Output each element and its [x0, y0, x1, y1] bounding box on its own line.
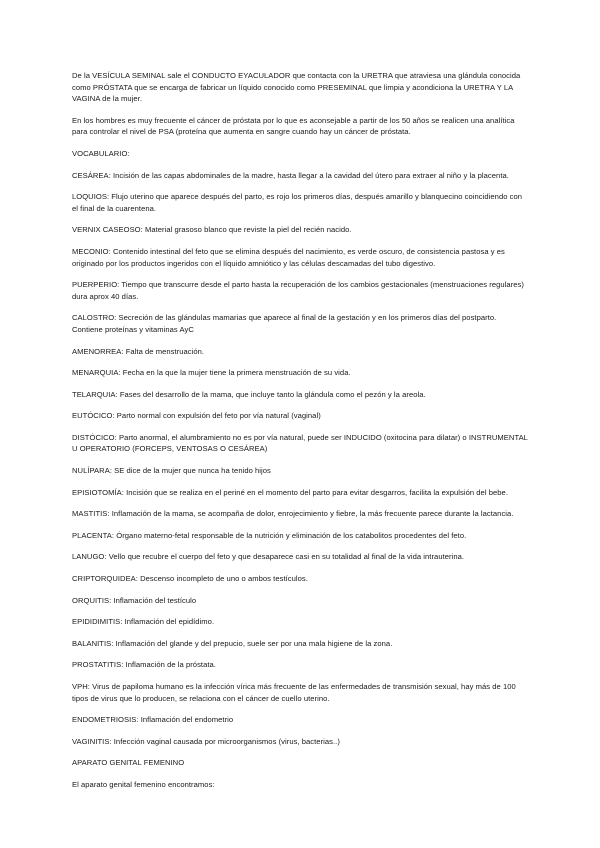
- definition-loquios: LOQUIOS: Flujo uterino que aparece después del parto, es rojo los primeros días, después amarillo y blanquecino coincidiendo con el final de la cuarentena.: [72, 192, 523, 213]
- definition-vph: VPH: Virus de papiloma humano es la infección vírica más frecuente de las enfermedades de transmisión sexual, hay más de 100 tipos de virus que lo producen, se relaciona con el cáncer de cuello uterino.: [72, 682, 516, 703]
- definition-orquitis: ORQUITIS: Inflamación del testículo: [72, 595, 197, 605]
- definition-vaginitis: VAGINITIS: Infección vaginal causada por microorganismos (virus, bacterias..): [72, 736, 340, 746]
- vocabulary-heading: VOCABULARIO:: [72, 148, 130, 158]
- paragraph-seminal-vesicle: De la VESÍCULA SEMINAL sale el CONDUCTO EYACULADOR que contacta con la URETRA que atraviesa una glándula conocida como PRÓSTATA que se encarga de fabricar un líquido conocido como PRESEMINAL que limpia y acondiciona la URETRA Y LA VAGINA de la mujer.: [72, 71, 521, 104]
- definition-mastitis: MASTITIS: Inflamación de la mama, se acompaña de dolor, enrojecimiento y fiebre, la más frecuente parece durante la lactancia.: [72, 509, 514, 519]
- section-heading-female-genital: APARATO GENITAL FEMENINO: [72, 758, 185, 768]
- definition-telarquia: TELARQUIA: Fases del desarrollo de la mama, que incluye tanto la glándula como el pezón y la areola.: [72, 389, 426, 399]
- definition-cesarea: CESÁREA: Incisión de las capas abdominales de la madre, hasta llegar a la cavidad del útero para extraer al niño y la placenta.: [72, 170, 509, 180]
- definition-puerperio: PUERPERIO: Tiempo que transcurre desde el parto hasta la recuperación de los cambios gestacionales (menstruaciones regulares) dura aprox 40 días.: [72, 280, 524, 301]
- definition-lanugo: LANUGO: Vello que recubre el cuerpo del feto y que desaparece casi en su totalidad al final de la vida intrauterina.: [72, 552, 465, 562]
- paragraph-female-genital-intro: El aparato genital femenino encontramos:: [72, 779, 215, 789]
- definition-endometriosis: ENDOMETRIOSIS: Inflamación del endometrio: [72, 715, 234, 725]
- definition-meconio: MECONIO: Contenido intestinal del feto que se elimina después del nacimiento, es verde oscuro, de consistencia pastosa y es originado por los productos ingeridos con el líquido amniótico y las células descamadas del tubo digestivo.: [72, 246, 505, 268]
- paragraph-prostate-cancer: En los hombres es muy frecuente el cáncer de próstata por lo que es aconsejable a partir de los 50 años se realicen una analítica para controlar el nivel de PSA (proteína que aumenta en sangre cuando hay un cáncer de próstata.: [72, 115, 515, 137]
- definition-vernix: VERNIX CASEOSO: Material grasoso blanco que reviste la piel del recién nacido.: [72, 225, 352, 235]
- definition-epididimitis: EPIDIDIMITIS: Inflamación del epidídimo.: [72, 617, 215, 627]
- definition-balanitis: BALANITIS: Inflamación del glande y del prepucio, suele ser por una mala higiene de la zona.: [72, 638, 393, 648]
- definition-placenta: PLACENTA: Órgano materno-fetal responsable de la nutrición y eliminación de los catabolitos procedentes del feto.: [72, 530, 467, 540]
- definition-amenorrea: AMENORREA: Falta de menstruación.: [72, 346, 205, 356]
- definition-menarquia: MENARQUIA: Fecha en la que la mujer tiene la primera menstruación de su vida.: [72, 368, 351, 378]
- definition-distocico: DISTÓCICO: Parto anormal, el alumbramiento no es por vía natural, puede ser INDUCIDO (oxitocina para dilatar) o INSTRUMENTAL U OPERATORIO (FORCEPS, VENTOSAS O CESÁREA): [72, 432, 528, 454]
- definition-eutocico: EUTÓCICO: Parto normal con expulsión del feto por vía natural (vaginal): [72, 411, 321, 421]
- definition-criptorquidea: CRIPTORQUIDEA: Descenso incompleto de uno o ambos testículos.: [72, 574, 308, 584]
- definition-episiotomia: EPISIOTOMÍA: Incisión que se realiza en el periné en el momento del parto para evitar desgarros, facilita la expulsión del bebe.: [72, 487, 508, 497]
- definition-nulipara: NULÍPARA: SE dice de la mujer que nunca ha tenido hijos: [72, 466, 271, 476]
- definition-calostro: CALOSTRO: Secreción de las glándulas mamarias que aparece al final de la gestación y en los primeros días del postparto. Contiene proteínas y vitaminas AyC: [72, 313, 497, 334]
- definition-prostatitis: PROSTATITIS: Inflamación de la próstata.: [72, 660, 216, 670]
